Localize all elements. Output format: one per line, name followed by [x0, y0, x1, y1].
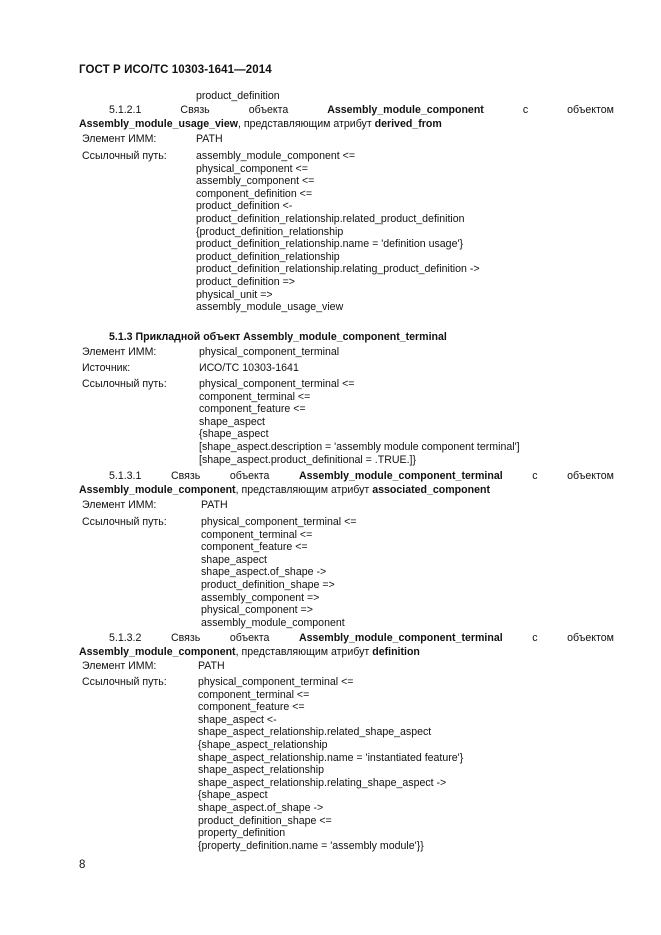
clause-number: 5.1.3.1: [109, 470, 142, 482]
element-value: PATH: [196, 133, 223, 145]
element-value: PATH: [201, 499, 228, 511]
ref-path-5121: [196, 150, 480, 314]
word-object: объекта: [229, 632, 270, 644]
clause-5131-heading-line1: [109, 470, 614, 483]
path-line: physical_component_terminal <=: [198, 676, 354, 688]
continued-path-line: product_definition: [196, 90, 280, 102]
path-line: component_terminal <=: [201, 528, 313, 541]
attribute-name: definition: [372, 646, 420, 658]
path-line: component_definition <=: [196, 187, 313, 200]
path-line: assembly_component <=: [196, 175, 315, 188]
word-with: с: [532, 470, 538, 482]
source-label: Источник:: [82, 362, 131, 374]
path-line: product_definition_relationship.relating_product_definition ->: [196, 263, 480, 276]
path-line: shape_aspect.of_shape ->: [201, 566, 327, 579]
ref-path-label: Ссылочный путь:: [82, 676, 167, 688]
path-line: {product_definition_relationship: [196, 225, 344, 238]
path-line: product_definition_shape =>: [201, 578, 335, 591]
path-line: component_feature <=: [199, 403, 306, 416]
path-line: assembly_module_usage_view: [196, 301, 344, 314]
clause-5132-heading-line2: [79, 646, 420, 659]
ref-path-5131: [201, 516, 356, 629]
ref-path-513: [199, 378, 520, 466]
clause-5121-heading-line2: [79, 118, 442, 131]
path-line: [shape_aspect.description = 'assembly module component terminal']: [199, 440, 520, 453]
path-line: {shape_aspect: [199, 428, 269, 441]
clause-number: 5.1.3.2: [109, 632, 142, 644]
element-label: Элемент ИММ:: [82, 133, 157, 145]
word-object-2: объектом: [567, 632, 614, 644]
path-line: physical_component =>: [201, 604, 313, 617]
word-link: Связь: [180, 104, 210, 116]
path-line: shape_aspect: [201, 553, 267, 566]
path-line: shape_aspect_relationship.related_shape_aspect: [198, 726, 432, 739]
attribute-name: associated_component: [372, 484, 490, 496]
path-line: component_feature <=: [198, 701, 305, 714]
clause-5132-heading-line1: [109, 632, 614, 645]
attribute-text: , представляющим атрибут: [235, 646, 373, 658]
target-entity: Assembly_module_component: [79, 484, 236, 496]
section-513-heading: 5.1.3 Прикладной объект Assembly_module_component_terminal: [109, 331, 447, 343]
path-line: product_definition =>: [196, 275, 295, 288]
path-line: physical_component <=: [196, 162, 308, 175]
path-line: shape_aspect_relationship.name = 'instantiated feature'}: [198, 751, 464, 764]
path-line: physical_unit =>: [196, 288, 273, 301]
path-line: {shape_aspect_relationship: [198, 738, 328, 751]
path-line: shape_aspect <-: [198, 713, 277, 726]
word-object: объекта: [229, 470, 270, 482]
word-object: объекта: [248, 104, 289, 116]
word-link: Связь: [171, 632, 201, 644]
path-line: physical_component_terminal <=: [201, 516, 357, 528]
path-line: assembly_module_component: [201, 616, 345, 629]
word-with: с: [532, 632, 538, 644]
word-link: Связь: [171, 470, 201, 482]
clause-5131-heading-line2: [79, 484, 490, 497]
source-value: ИСО/ТС 10303-1641: [199, 362, 299, 374]
path-line: shape_aspect_relationship.relating_shape_aspect ->: [198, 776, 447, 789]
path-line: assembly_module_component <=: [196, 150, 356, 162]
path-line: product_definition_shape <=: [198, 814, 332, 827]
target-entity: Assembly_module_usage_view: [79, 118, 238, 130]
element-label: Элемент ИММ:: [82, 346, 157, 358]
word-object-2: объектом: [567, 104, 614, 116]
word-with: с: [522, 104, 529, 116]
attribute-name: derived_from: [374, 118, 442, 130]
element-label: Элемент ИММ:: [82, 499, 157, 511]
path-line: {shape_aspect: [198, 789, 268, 802]
attribute-text: , представляющим атрибут: [235, 484, 373, 496]
word-object-2: объектом: [567, 470, 614, 482]
path-line: product_definition_relationship.name = 'definition usage'}: [196, 238, 464, 251]
path-line: {property_definition.name = 'assembly module'}}: [198, 839, 424, 852]
target-entity: Assembly_module_component: [79, 646, 236, 658]
path-line: product_definition_relationship.related_product_definition: [196, 212, 465, 225]
ref-path-label: Ссылочный путь:: [82, 516, 167, 528]
entity-name: Assembly_module_component_terminal: [298, 632, 503, 644]
path-line: component_feature <=: [201, 541, 308, 554]
path-line: [shape_aspect.product_definitional = .TRUE.]}: [199, 453, 417, 466]
element-value: PATH: [198, 660, 225, 672]
attribute-text: , представляющим атрибут: [237, 118, 375, 130]
ref-path-label: Ссылочный путь:: [82, 150, 167, 162]
path-line: physical_component_terminal <=: [199, 378, 355, 390]
entity-name: Assembly_module_component: [327, 104, 484, 116]
ref-path-5132: [198, 676, 463, 852]
ref-path-label: Ссылочный путь:: [82, 378, 167, 390]
path-line: property_definition: [198, 827, 286, 840]
entity-name: Assembly_module_component_terminal: [298, 470, 503, 482]
page-number: 8: [79, 859, 86, 871]
path-line: component_terminal <=: [198, 688, 310, 701]
path-line: component_terminal <=: [199, 390, 311, 403]
path-line: shape_aspect: [199, 415, 265, 428]
path-line: shape_aspect.of_shape ->: [198, 801, 324, 814]
document-header: ГОСТ Р ИСО/ТС 10303-1641—2014: [79, 64, 272, 76]
path-line: product_definition <-: [196, 200, 293, 213]
path-line: assembly_component =>: [201, 591, 320, 604]
clause-number: 5.1.2.1: [109, 104, 142, 116]
element-label: Элемент ИММ:: [82, 660, 157, 672]
path-line: shape_aspect_relationship: [198, 764, 325, 777]
element-value: physical_component_terminal: [199, 346, 340, 358]
path-line: product_definition_relationship: [196, 250, 340, 263]
clause-5121-heading-line1: [109, 104, 614, 117]
